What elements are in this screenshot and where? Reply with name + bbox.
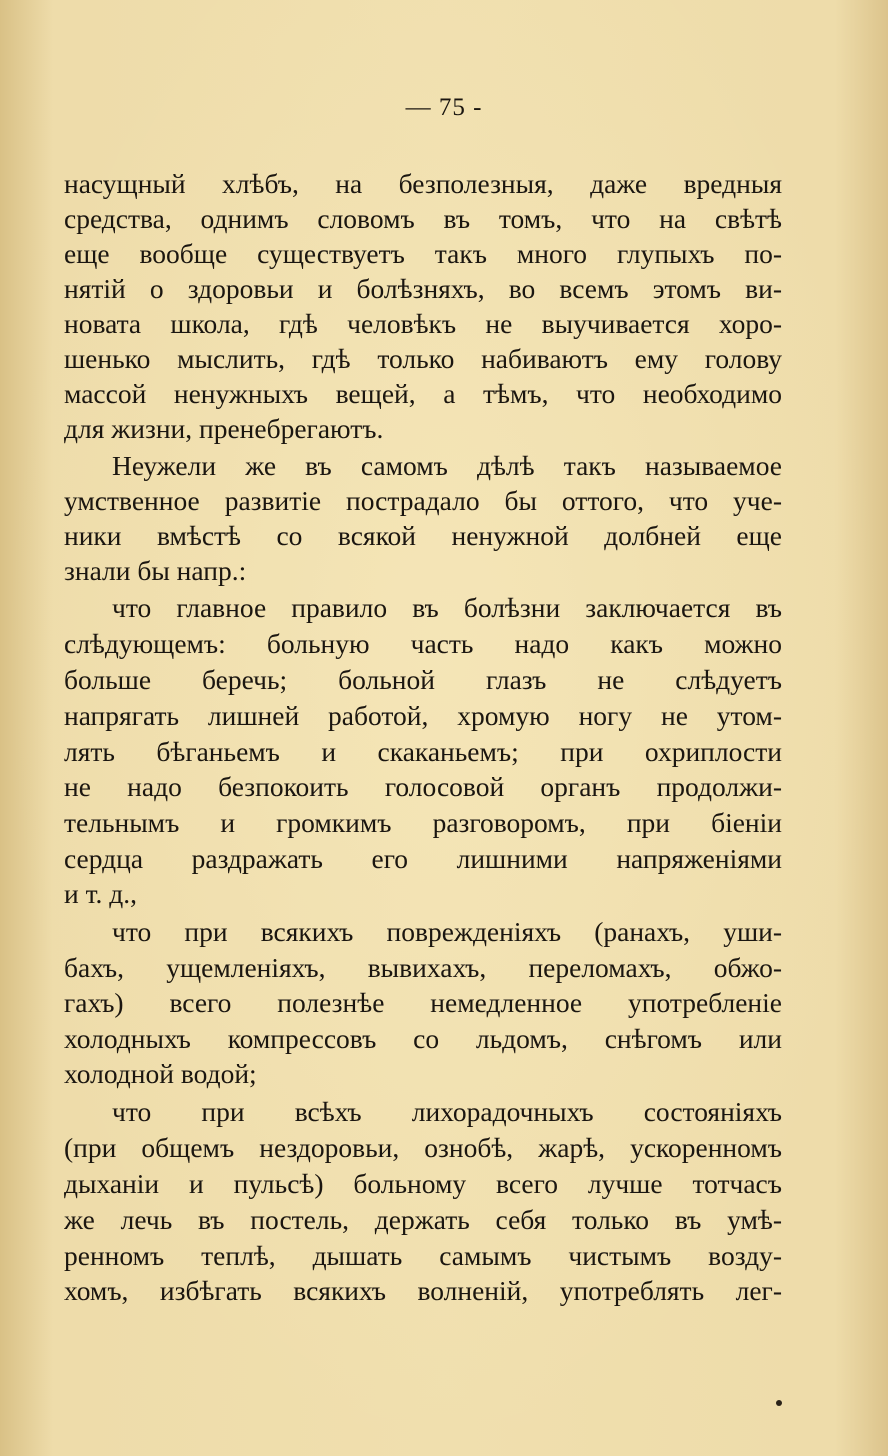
text-line: не надо безпокоить голосовой органъ продолжи-: [64, 771, 782, 802]
paragraph-start: что при всякихъ поврежденіяхъ (ранахъ, уши-: [112, 916, 782, 947]
text-line: шенько мыслить, гдѣ только набиваютъ ему голову: [64, 343, 782, 374]
text-line: средства, однимъ словомъ въ томъ, что на свѣтѣ: [64, 203, 782, 234]
text-line: нятій о здоровьи и болѣзняхъ, во всемъ этомъ ви-: [64, 273, 782, 304]
text-line: еще вообще существуетъ такъ много глупыхъ по-: [64, 238, 782, 269]
text-line: гахъ) всего полезнѣе немедленное употребленіе: [64, 987, 782, 1018]
text-line: лять бѣганьемъ и скаканьемъ; при охриплости: [64, 736, 782, 767]
paragraph-start: Неужели же въ самомъ дѣлѣ такъ называемое: [112, 450, 782, 481]
text-line: ники вмѣстѣ со всякой ненужной долбней еще: [64, 520, 782, 551]
text-line: и т. д.,: [64, 878, 138, 909]
ink-speck: [776, 1400, 782, 1406]
text-line: сердца раздражать его лишними напряженіями: [64, 843, 782, 874]
text-line: же лечь въ постель, держать себя только въ умѣ-: [64, 1204, 782, 1235]
text-line: ренномъ теплѣ, дышать самымъ чистымъ возду-: [64, 1240, 782, 1271]
text-line: слѣдующемъ: больную часть надо какъ можно: [64, 628, 782, 659]
text-line: хомъ, избѣгать всякихъ волненій, употреблять лег-: [64, 1275, 782, 1306]
text-line: для жизни, пренебрегаютъ.: [64, 413, 384, 444]
text-line: тельнымъ и громкимъ разговоромъ, при біеніи: [64, 807, 782, 838]
text-line: умственное развитіе пострадало бы оттого, что уче-: [64, 485, 782, 516]
paragraph-start: что главное правило въ болѣзни заключается въ: [112, 592, 782, 623]
text-line: новата школа, гдѣ человѣкъ не выучивается хоро-: [64, 308, 782, 339]
text-line: больше беречь; больной глазъ не слѣдуетъ: [64, 664, 782, 695]
page-number: — 75 -: [405, 94, 483, 121]
text-line: дыханіи и пульсѣ) больному всего лучше тотчасъ: [64, 1168, 782, 1199]
text-line: (при общемъ нездоровьи, ознобѣ, жарѣ, ускоренномъ: [64, 1132, 782, 1163]
text-line: холодныхъ компрессовъ со льдомъ, снѣгомъ или: [64, 1023, 782, 1054]
text-line: бахъ, ущемленіяхъ, вывихахъ, переломахъ, обжо-: [64, 952, 782, 983]
text-line: насущный хлѣбъ, на безполезныя, даже вредныя: [64, 168, 782, 199]
paragraph-start: что при всѣхъ лихорадочныхъ состояніяхъ: [112, 1096, 782, 1127]
text-line: напрягать лишней работой, хромую ногу не утом-: [64, 700, 782, 731]
text-line: холодной водой;: [64, 1058, 257, 1089]
text-line: массой ненужныхъ вещей, а тѣмъ, что необходимо: [64, 378, 782, 409]
text-line: знали бы напр.:: [64, 555, 247, 586]
